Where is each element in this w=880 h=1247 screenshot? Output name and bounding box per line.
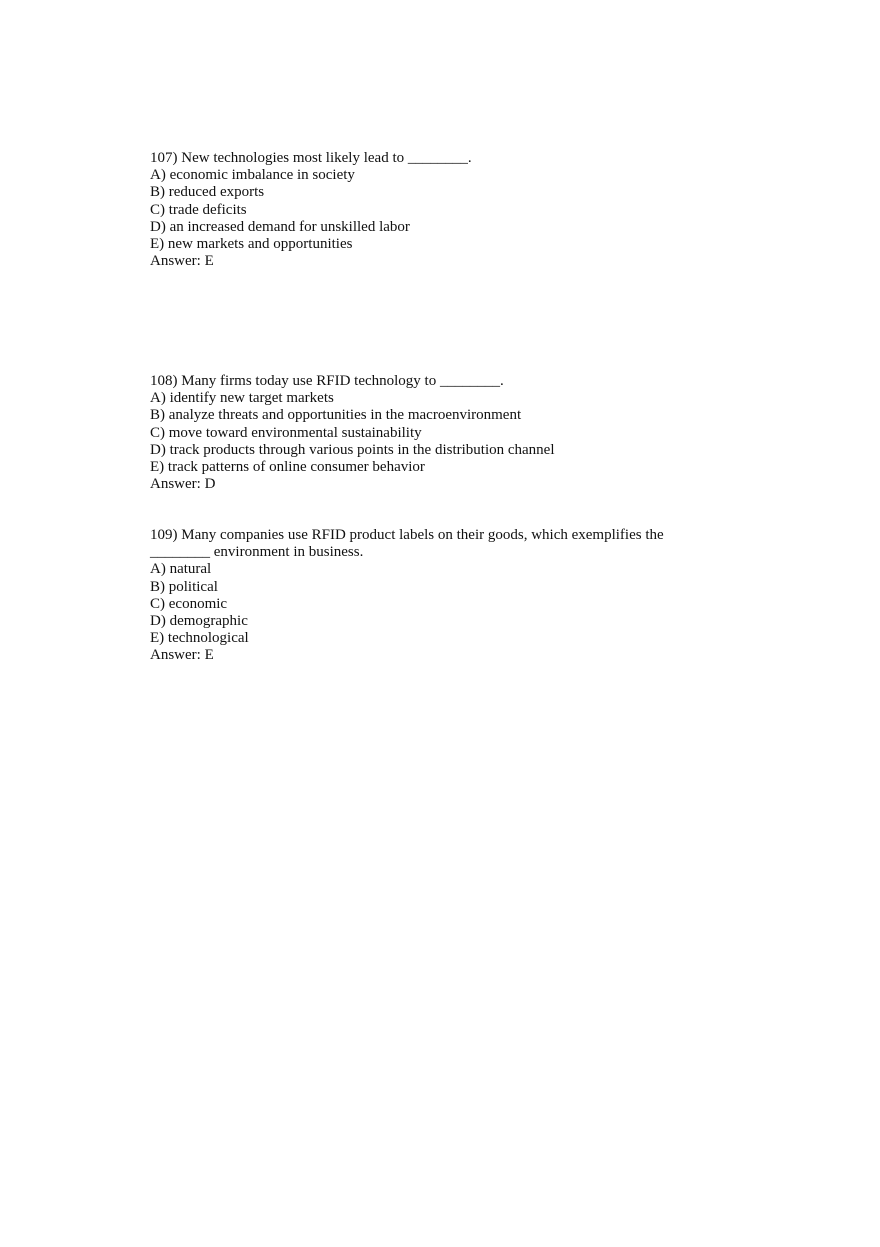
option-d: D) track products through various points in the distribution channel bbox=[150, 441, 555, 458]
option-d: D) demographic bbox=[150, 613, 248, 630]
option-d: D) an increased demand for unskilled labor bbox=[150, 218, 410, 235]
question-stem-line-1: 109) Many companies use RFID product labels on their goods, which exemplifies the bbox=[150, 527, 664, 543]
option-c: C) trade deficits bbox=[150, 201, 247, 218]
option-b: B) reduced exports bbox=[150, 184, 265, 201]
option-b: B) analyze threats and opportunities in the macroenvironment bbox=[150, 407, 522, 424]
option-b: B) political bbox=[150, 578, 218, 595]
question-stem: 108) Many firms today use RFID technology to ________. bbox=[150, 373, 504, 389]
question-109 bbox=[150, 527, 710, 665]
option-a: A) identify new target markets bbox=[150, 390, 334, 407]
question-107 bbox=[150, 150, 710, 270]
option-a: A) economic imbalance in society bbox=[150, 167, 355, 184]
option-a: A) natural bbox=[150, 561, 212, 578]
question-108 bbox=[150, 373, 710, 493]
option-c: C) move toward environmental sustainability bbox=[150, 424, 422, 441]
option-c: C) economic bbox=[150, 595, 228, 612]
answer-line: Answer: E bbox=[150, 647, 214, 664]
option-e: E) track patterns of online consumer behavior bbox=[150, 459, 425, 476]
option-e: E) new markets and opportunities bbox=[150, 236, 353, 253]
question-stem: 107) New technologies most likely lead to ________. bbox=[150, 150, 472, 166]
question-stem-line-2: ________ environment in business. bbox=[150, 544, 364, 561]
answer-line: Answer: E bbox=[150, 253, 214, 270]
option-e: E) technological bbox=[150, 630, 249, 647]
answer-line: Answer: D bbox=[150, 476, 216, 493]
